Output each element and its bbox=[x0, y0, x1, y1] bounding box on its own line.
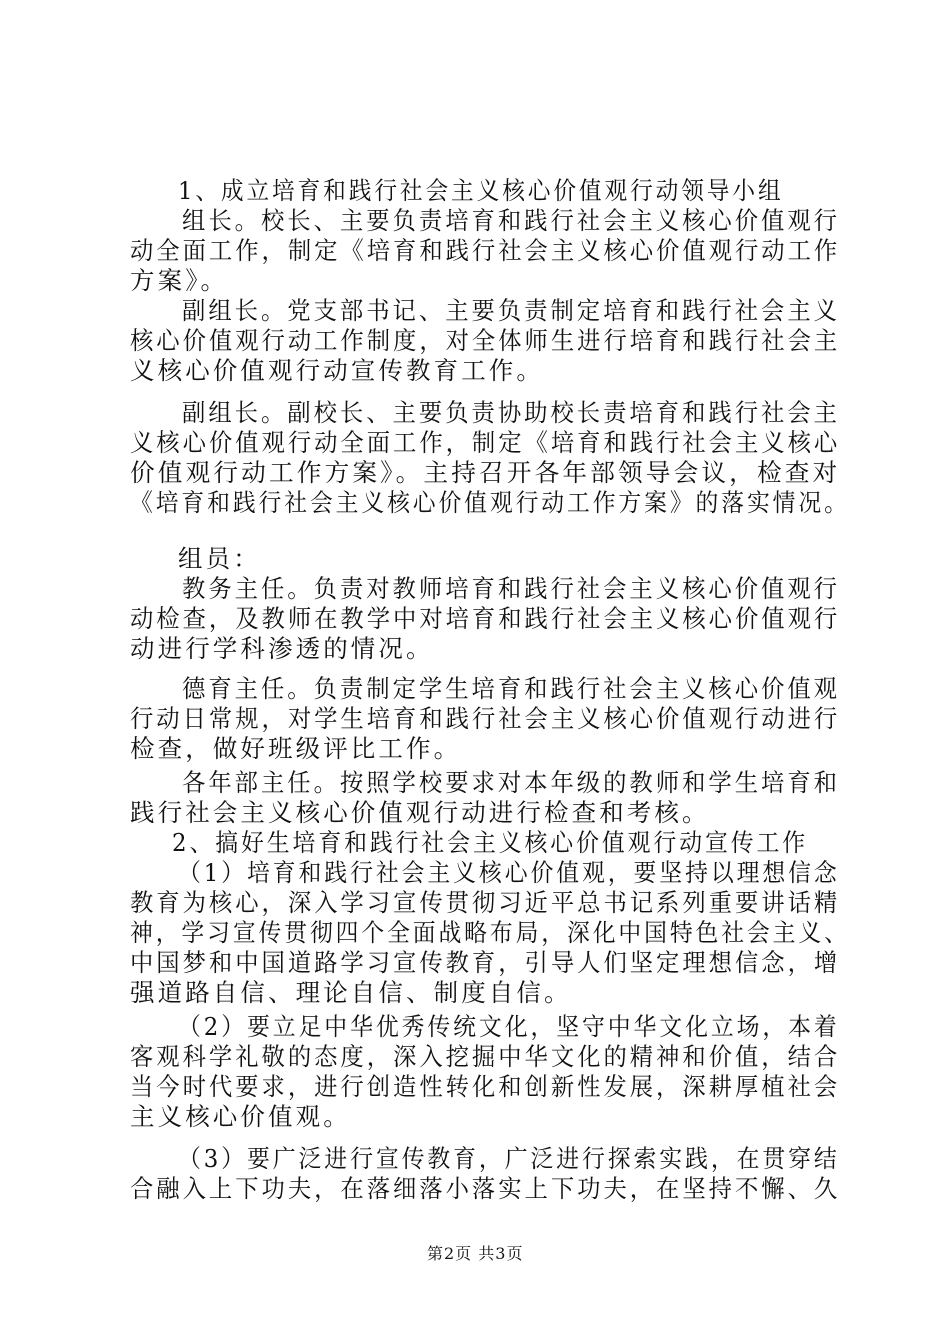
paragraph-line: 方案》。 bbox=[130, 266, 229, 295]
paragraph-line: 核心价值观行动工作制度，对全体师生进行培育和践行社会主 bbox=[130, 326, 841, 355]
paragraph-line: 义核心价值观行动宣传教育工作。 bbox=[130, 356, 544, 385]
paragraph-line: 中国梦和中国道路学习宣传教育，引导人们坚定理想信念，增 bbox=[130, 948, 841, 977]
page-number-footer: 第2页 共3页 bbox=[427, 1244, 524, 1263]
paragraph-line: 神，学习宣传贯彻四个全面战略布局，深化中国特色社会主义、 bbox=[130, 918, 850, 947]
paragraph-line: 组长。校长、主要负责培育和践行社会主义核心价值观行 bbox=[182, 206, 840, 235]
paragraph-line: 各年部主任。按照学校要求对本年级的教师和学生培育和 bbox=[182, 768, 840, 797]
paragraph-line: 副组长。党支部书记、主要负责制定培育和践行社会主义 bbox=[182, 296, 840, 325]
paragraph-line: 客观科学礼敬的态度，深入挖掘中华文化的精神和价值，结合 bbox=[130, 1042, 841, 1071]
paragraph-line: 动全面工作，制定《培育和践行社会主义核心价值观行动工作 bbox=[130, 236, 841, 265]
paragraph-line: 动进行学科渗透的情况。 bbox=[130, 634, 434, 663]
paragraph-line: 德育主任。负责制定学生培育和践行社会主义核心价值观 bbox=[182, 674, 840, 703]
paragraph-line: 教育为核心，深入学习宣传贯彻习近平总书记系列重要讲话精 bbox=[130, 888, 841, 917]
paragraph-line: 当今时代要求，进行创造性转化和创新性发展，深耕厚植社会 bbox=[130, 1072, 841, 1101]
paragraph-line: 价值观行动工作方案》。主持召开各年部领导会议，检查对 bbox=[130, 458, 841, 487]
paragraph-line: 副组长。副校长、主要负责协助校长责培育和践行社会主 bbox=[182, 398, 840, 427]
members-heading: 组员： bbox=[178, 544, 261, 573]
paragraph-line: 《培育和践行社会主义核心价值观行动工作方案》的落实情况。 bbox=[130, 488, 850, 517]
paragraph-line: （1）培育和践行社会主义核心价值观，要坚持以理想信念 bbox=[178, 858, 840, 887]
paragraph-line: 检查，做好班级评比工作。 bbox=[130, 734, 462, 763]
paragraph-line: 动检查，及教师在教学中对培育和践行社会主义核心价值观行 bbox=[130, 604, 841, 633]
paragraph-line: 教务主任。负责对教师培育和践行社会主义核心价值观行 bbox=[182, 574, 840, 603]
paragraph-line: 义核心价值观行动全面工作，制定《培育和践行社会主义核心 bbox=[130, 428, 841, 457]
paragraph-line: 强道路自信、理论自信、制度自信。 bbox=[130, 978, 572, 1007]
paragraph-line: 合融入上下功夫，在落细落小落实上下功夫，在坚持不懈、久 bbox=[130, 1174, 841, 1203]
heading-section-1: 1、成立培育和践行社会主义核心价值观行动领导小组 bbox=[178, 176, 784, 205]
paragraph-line: （3）要广泛进行宣传教育，广泛进行探索实践，在贯穿结 bbox=[178, 1144, 840, 1173]
heading-section-2: 2、搞好生培育和践行社会主义核心价值观行动宣传工作 bbox=[172, 828, 809, 857]
paragraph-line: 主义核心价值观。 bbox=[130, 1102, 351, 1131]
paragraph-line: （2）要立足中华优秀传统文化，坚守中华文化立场，本着 bbox=[178, 1012, 840, 1041]
paragraph-line: 践行社会主义核心价值观行动进行检查和考核。 bbox=[130, 798, 710, 827]
paragraph-line: 行动日常规，对学生培育和践行社会主义核心价值观行动进行 bbox=[130, 704, 841, 733]
